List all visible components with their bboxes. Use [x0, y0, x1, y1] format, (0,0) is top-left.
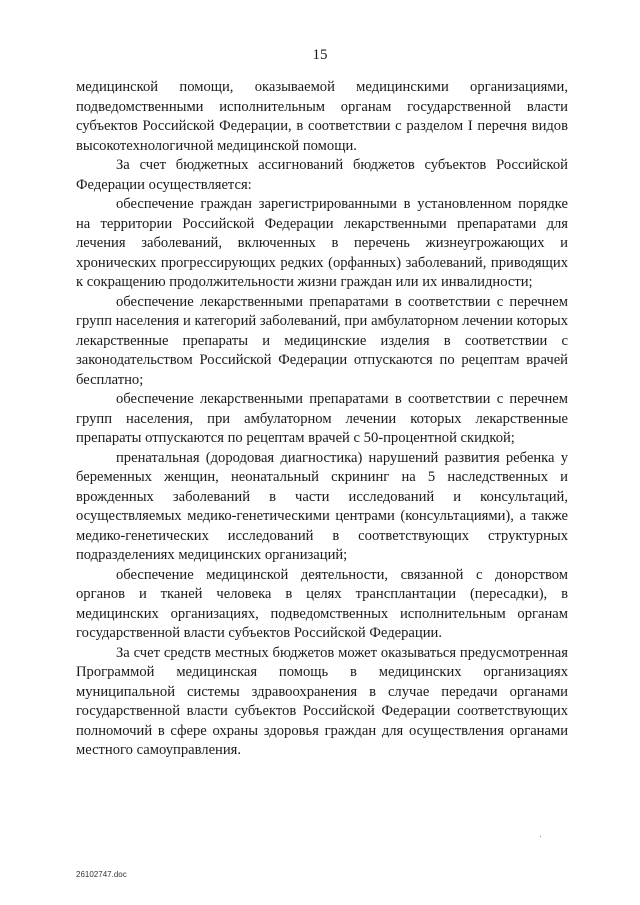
paragraph: медицинской помощи, оказываемой медицинскими организациями, подведомственными исполнительным органам государственной власти субъектов Российской Федерации, в соответствии с разделом I перечня видов высокотехнологичной медицинской помощи.	[76, 79, 568, 154]
footer-file-name: 26102747.doc	[76, 870, 127, 879]
paragraph: За счет средств местных бюджетов может оказываться предусмотренная Программой медицинская помощь в медицинских организациях муниципальной системы здравоохранения в случае передачи органами государственной власти субъектов Российской Федерации соответствующих полномочий в сфере охраны здоровья граждан для осуществления органами местного самоуправления.	[76, 644, 568, 758]
paragraph: обеспечение лекарственными препаратами в соответствии с перечнем групп населения и категорий заболеваний, при амбулаторном лечении которых лекарственные препараты и медицинские изделия в соответствии с законодательством Российской Федерации отпускаются по рецептам врачей бесплатно;	[76, 293, 568, 388]
paragraph: обеспечение граждан зарегистрированными в установленном порядке на территории Российской Федерации лекарственными препаратами для лечения заболеваний, включенных в перечень жизнеугрожающих и хронических прогрессирующих редких (орфанных) заболеваний, приводящих к сокращению продолжительности жизни граждан или их инвалидности;	[76, 196, 568, 290]
paragraph: обеспечение медицинской деятельности, связанной с донорством органов и тканей человека в целях трансплантации (пересадки), в медицинских организациях, подведомственных исполнительным органам государственной власти субъектов Российской Федерации.	[76, 566, 568, 641]
scan-speck	[540, 836, 541, 837]
document-body	[76, 78, 568, 761]
paragraph: За счет бюджетных ассигнований бюджетов субъектов Российской Федерации осуществляется:	[76, 157, 568, 193]
page-number: 15	[312, 47, 328, 63]
paragraph: обеспечение лекарственными препаратами в соответствии с перечнем групп населения, при амбулаторном лечении которых лекарственные препараты отпускаются по рецептам врачей с 50-процентной скидкой;	[76, 391, 568, 446]
paragraph: пренатальная (дородовая диагностика) нарушений развития ребенка у беременных женщин, неонатальный скрининг на 5 наследственных и врожденных заболеваний в части исследований и консультаций, осуществляемых медико-генетическими центрами (консультациями), а также медико-генетических исследований в соответствующих структурных подразделениях медицинских организаций;	[76, 449, 568, 563]
